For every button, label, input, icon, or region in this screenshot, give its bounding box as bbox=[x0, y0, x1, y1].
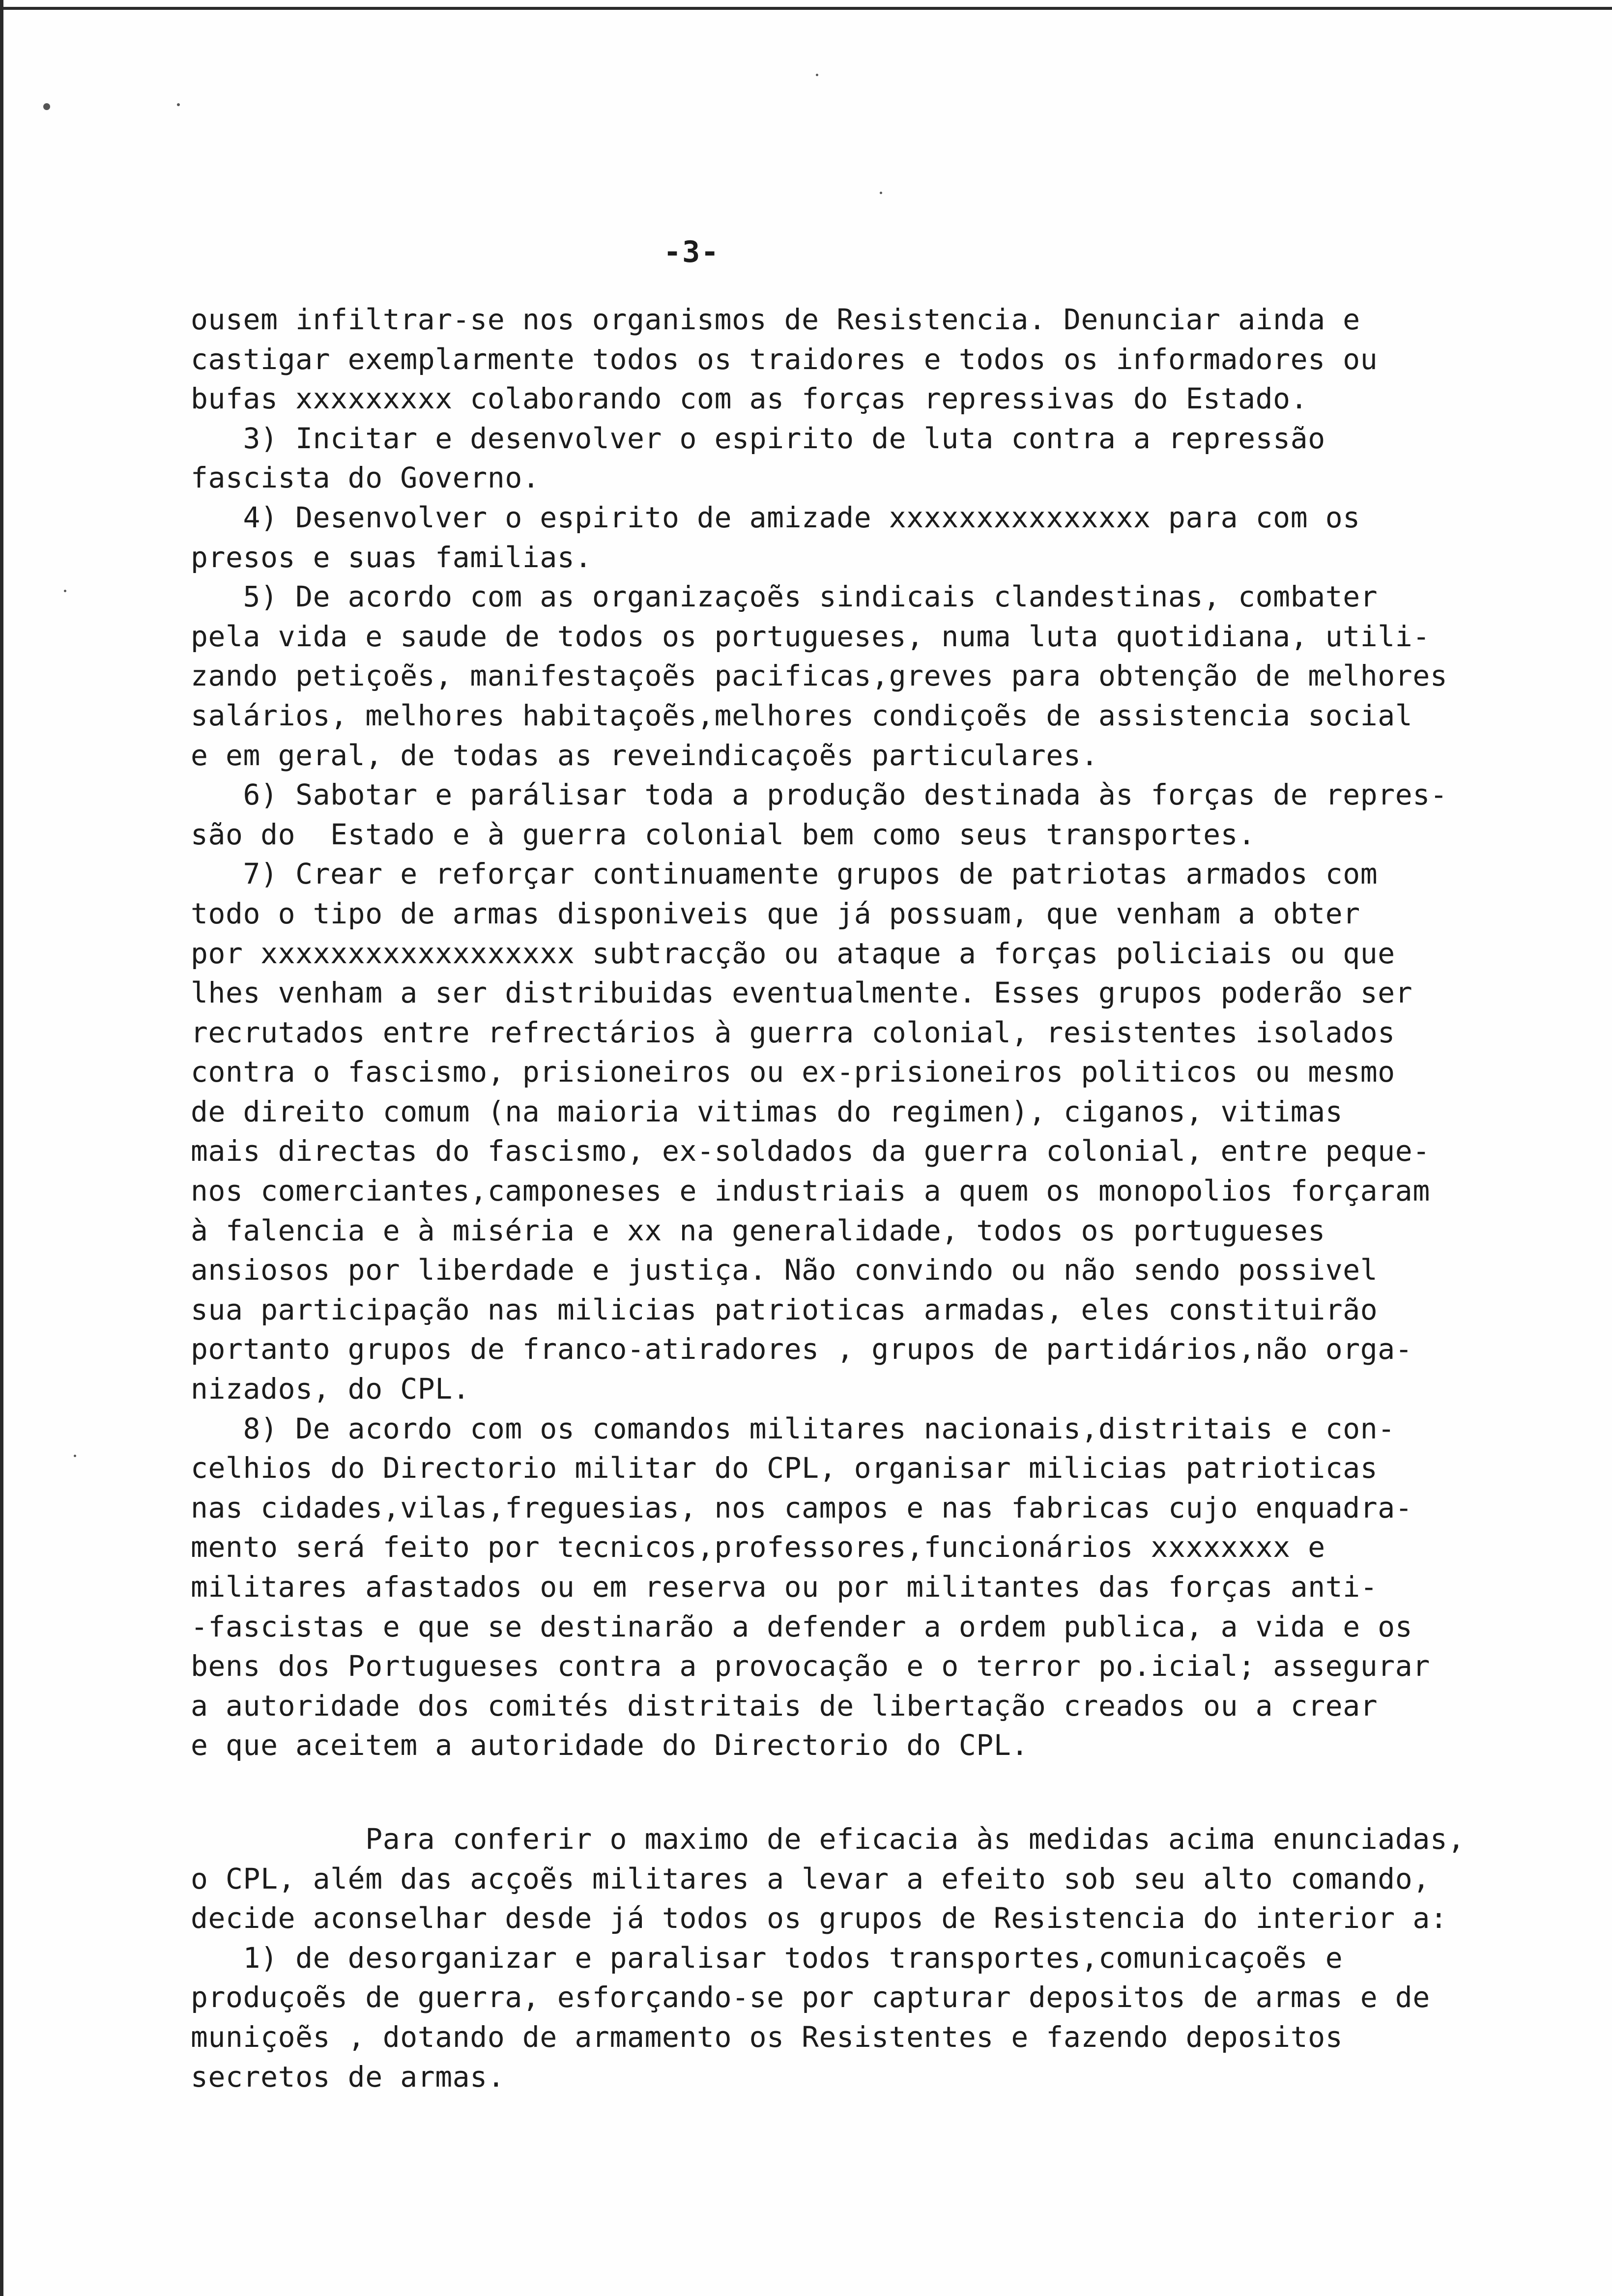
text-line: portanto grupos de franco-atiradores , grupos de partidários,não orga- bbox=[191, 1332, 1413, 1366]
text-line: celhios do Directorio militar do CPL, organisar milicias patrioticas bbox=[191, 1451, 1378, 1485]
text-line: o CPL, além das acçoẽs militares a levar a efeito sob seu alto comando, bbox=[191, 1862, 1430, 1895]
text-line: ousem infiltrar-se nos organismos de Resistencia. Denunciar ainda e bbox=[191, 303, 1360, 336]
text-line: fascista do Governo. bbox=[191, 461, 540, 495]
text-line: militares afastados ou em reserva ou por militantes das forças anti- bbox=[191, 1570, 1378, 1604]
paragraph-gap bbox=[191, 1765, 1606, 1819]
text-line: e que aceitem a autoridade do Directorio do CPL. bbox=[191, 1728, 1029, 1762]
text-line: bufas xxxxxxxxx colaborando com as forças repressivas do Estado. bbox=[191, 382, 1308, 416]
text-line: pela vida e saude de todos os portugueses, numa luta quotidiana, utili- bbox=[191, 619, 1430, 653]
text-line: salários, melhores habitaçoẽs,melhores condiçoẽs de assistencia social bbox=[191, 698, 1413, 732]
text-line: nos comerciantes,camponeses e industriais a quem os monopolios forçaram bbox=[191, 1174, 1430, 1208]
text-line: 6) Sabotar e parálisar toda a produção destinada às forças de repres- bbox=[191, 778, 1448, 812]
text-line: todo o tipo de armas disponiveis que já possuam, que venham a obter bbox=[191, 896, 1360, 930]
text-line: Para conferir o maximo de eficacia às medidas acima enunciadas, bbox=[191, 1822, 1465, 1856]
scan-speck bbox=[43, 103, 50, 110]
text-line: sua participação nas milicias patrioticas armadas, eles constituirão bbox=[191, 1292, 1378, 1326]
text-line: 4) Desenvolver o espirito de amizade xxxxxxxxxxxxxxx para com os bbox=[191, 500, 1360, 534]
text-line: são do Estado e à guerra colonial bem como seus transportes. bbox=[191, 817, 1256, 851]
text-line: secretos de armas. bbox=[191, 2060, 505, 2094]
text-line: bens dos Portugueses contra a provocação e o terror po.icial; assegurar bbox=[191, 1649, 1430, 1683]
scan-border-left bbox=[0, 0, 3, 2296]
text-line: nas cidades,vilas,freguesias, nos campos e nas fabricas cujo enquadra- bbox=[191, 1491, 1413, 1524]
text-line: contra o fascismo, prisioneiros ou ex-prisioneiros politicos ou mesmo bbox=[191, 1055, 1395, 1089]
scan-speck bbox=[74, 1455, 76, 1457]
text-line: 8) De acordo com os comandos militares nacionais,distritais e con- bbox=[191, 1411, 1395, 1445]
text-line: e em geral, de todas as reveindicaçoẽs particulares. bbox=[191, 738, 1098, 772]
text-line: muniçoẽs , dotando de armamento os Resistentes e fazendo depositos bbox=[191, 2020, 1343, 2054]
text-line: de direito comum (na maioria vitimas do regimen), ciganos, vitimas bbox=[191, 1094, 1343, 1128]
text-line: 5) De acordo com as organizaçoẽs sindicais clandestinas, combater bbox=[191, 580, 1378, 614]
text-line: presos e suas familias. bbox=[191, 540, 592, 574]
text-line: castigar exemplarmente todos os traidores e todos os informadores ou bbox=[191, 342, 1378, 376]
text-line: zando petiçoẽs, manifestaçoẽs pacificas,greves para obtenção de melhores bbox=[191, 659, 1448, 693]
text-line: nizados, do CPL. bbox=[191, 1372, 470, 1406]
scan-speck bbox=[177, 103, 180, 106]
text-line: 1) de desorganizar e paralisar todos transportes,comunicaçoẽs e bbox=[191, 1941, 1343, 1975]
scan-border-top bbox=[0, 7, 1612, 10]
text-line: 3) Incitar e desenvolver o espirito de luta contra a repressão bbox=[191, 421, 1325, 455]
text-line: a autoridade dos comités distritais de libertação creados ou a crear bbox=[191, 1689, 1378, 1722]
scan-speck bbox=[816, 74, 818, 76]
text-line: por xxxxxxxxxxxxxxxxxx subtracção ou ataque a forças policiais ou que bbox=[191, 936, 1395, 970]
scan-speck bbox=[64, 590, 66, 592]
text-line: mais directas do fascismo, ex-soldados da guerra colonial, entre peque- bbox=[191, 1134, 1430, 1168]
text-line: ansiosos por liberdade e justiça. Não convindo ou não sendo possivel bbox=[191, 1253, 1378, 1287]
text-line: mento será feito por tecnicos,professores,funcionários xxxxxxxx e bbox=[191, 1530, 1325, 1564]
text-line: 7) Crear e reforçar continuamente grupos de patriotas armados com bbox=[191, 857, 1378, 891]
text-line: -fascistas e que se destinarão a defender a ordem publica, a vida e os bbox=[191, 1609, 1413, 1643]
text-line: produçoẽs de guerra, esforçando-se por capturar depositos de armas e de bbox=[191, 1980, 1430, 2014]
text-line: recrutados entre refrectários à guerra colonial, resistentes isolados bbox=[191, 1015, 1395, 1049]
document-body bbox=[191, 300, 1606, 2096]
text-line: lhes venham a ser distribuidas eventualmente. Esses grupos poderão ser bbox=[191, 976, 1413, 1010]
scan-speck bbox=[880, 192, 882, 194]
page-number: -3- bbox=[663, 235, 720, 269]
text-line: decide aconselhar desde já todos os grupos de Resistencia do interior a: bbox=[191, 1901, 1448, 1935]
text-line: à falencia e à miséria e xx na generalidade, todos os portugueses bbox=[191, 1213, 1325, 1247]
